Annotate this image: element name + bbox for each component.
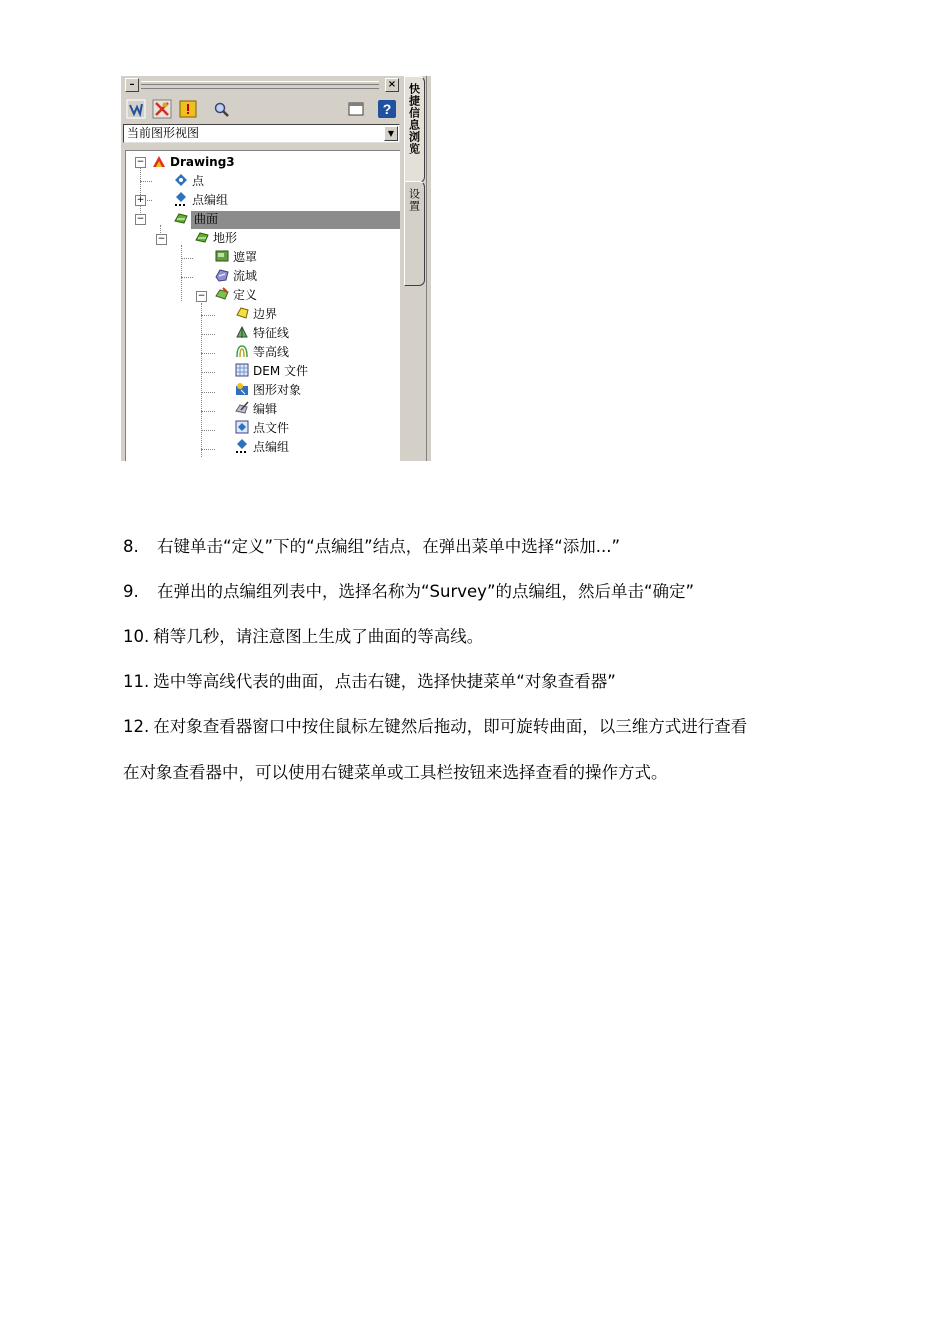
tree-item-boundary[interactable]: 边界 [235, 305, 277, 323]
drag-grip[interactable] [141, 81, 379, 89]
edit-icon [235, 401, 249, 415]
selection-highlight [191, 211, 400, 229]
chevron-down-icon[interactable]: ▼ [384, 126, 398, 141]
svg-text:?: ? [382, 101, 392, 117]
tree-item-watershed[interactable]: 流域 [215, 267, 257, 285]
dem-file-icon [235, 363, 249, 377]
tree-item-contours[interactable]: 等高线 [235, 343, 289, 361]
terrain-icon [195, 230, 209, 244]
definition-icon [215, 287, 229, 301]
boundary-icon [235, 306, 249, 320]
tree-item-edits[interactable]: 编辑 [235, 400, 277, 418]
tab-prospector[interactable]: 快捷信息浏览 [404, 76, 425, 183]
step-10: 10. 稍等几秒，请注意图上生成了曲面的等高线。 [123, 627, 484, 646]
minimize-icon[interactable]: – [125, 78, 139, 92]
tree-item-drawing-objects[interactable]: 图形对象 [235, 381, 301, 399]
window-icon[interactable] [346, 99, 366, 119]
collapse-toggle[interactable]: − [136, 157, 145, 167]
tree-item-dem-files[interactable]: DEM 文件 [235, 362, 308, 380]
tree-item-surfaces[interactable]: 曲面 [174, 210, 220, 228]
step-11: 11. 选中等高线代表的曲面，点击右键，选择快捷菜单“对象查看器” [123, 672, 616, 691]
panel-toolbar [121, 96, 401, 122]
tree-item-breaklines[interactable]: 特征线 [235, 324, 289, 342]
watershed-icon [215, 268, 229, 282]
step-12: 12. 在对象查看器窗口中按住鼠标左键然后拖动，即可旋转曲面，以三维方式进行查看 [123, 717, 748, 736]
contour-icon [235, 344, 249, 358]
search-icon[interactable] [211, 99, 231, 119]
panel-border [426, 76, 431, 461]
warning-icon[interactable] [178, 99, 198, 119]
expand-toggle[interactable]: + [136, 195, 145, 205]
point-group-icon [235, 439, 249, 453]
collapse-toggle[interactable]: − [197, 291, 206, 301]
close-icon[interactable]: × [385, 78, 399, 92]
surface-icon [174, 211, 188, 225]
tree-item-points[interactable]: 点 [174, 172, 204, 190]
tree-item-definition-point-groups[interactable]: 点编组 [235, 438, 289, 456]
prospector-panel-screenshot [121, 76, 431, 461]
point-icon [174, 173, 188, 187]
collapse-toggle[interactable]: − [136, 214, 145, 224]
point-group-icon [174, 192, 188, 206]
tree-item-point-files[interactable]: 点文件 [235, 419, 289, 437]
prospector-tree [125, 150, 400, 461]
point-file-icon [235, 420, 249, 434]
collapse-toggle[interactable]: − [157, 234, 166, 244]
survey-icon[interactable] [126, 99, 146, 119]
tools-icon[interactable] [152, 99, 172, 119]
panel-titlebar[interactable] [121, 76, 401, 93]
step-9: 9. 在弹出的点编组列表中，选择名称为“Survey”的点编组，然后单击“确定” [123, 582, 695, 601]
note-paragraph: 在对象查看器中，可以使用右键菜单或工具栏按钮来选择查看的操作方式。 [123, 763, 668, 782]
tree-item-drawing[interactable]: Drawing3 [152, 153, 235, 171]
step-8: 8. 右键单击“定义”下的“点编组”结点，在弹出菜单中选择“添加...” [123, 537, 621, 556]
tree-item-point-groups[interactable]: 点编组 [174, 191, 228, 209]
tab-settings[interactable]: 设置 [404, 181, 425, 286]
tree-item-mask[interactable]: 遮罩 [215, 248, 257, 266]
help-icon[interactable] [377, 99, 397, 119]
tree-item-terrain[interactable]: 地形 [195, 229, 237, 247]
mask-icon [215, 249, 229, 263]
drawing-icon [152, 154, 166, 168]
view-select-value: 当前图形视图 [127, 126, 200, 140]
tree-item-definition[interactable]: 定义 [215, 286, 257, 304]
breakline-icon [235, 325, 249, 339]
drawing-object-icon [235, 382, 249, 396]
view-select[interactable] [123, 124, 400, 143]
